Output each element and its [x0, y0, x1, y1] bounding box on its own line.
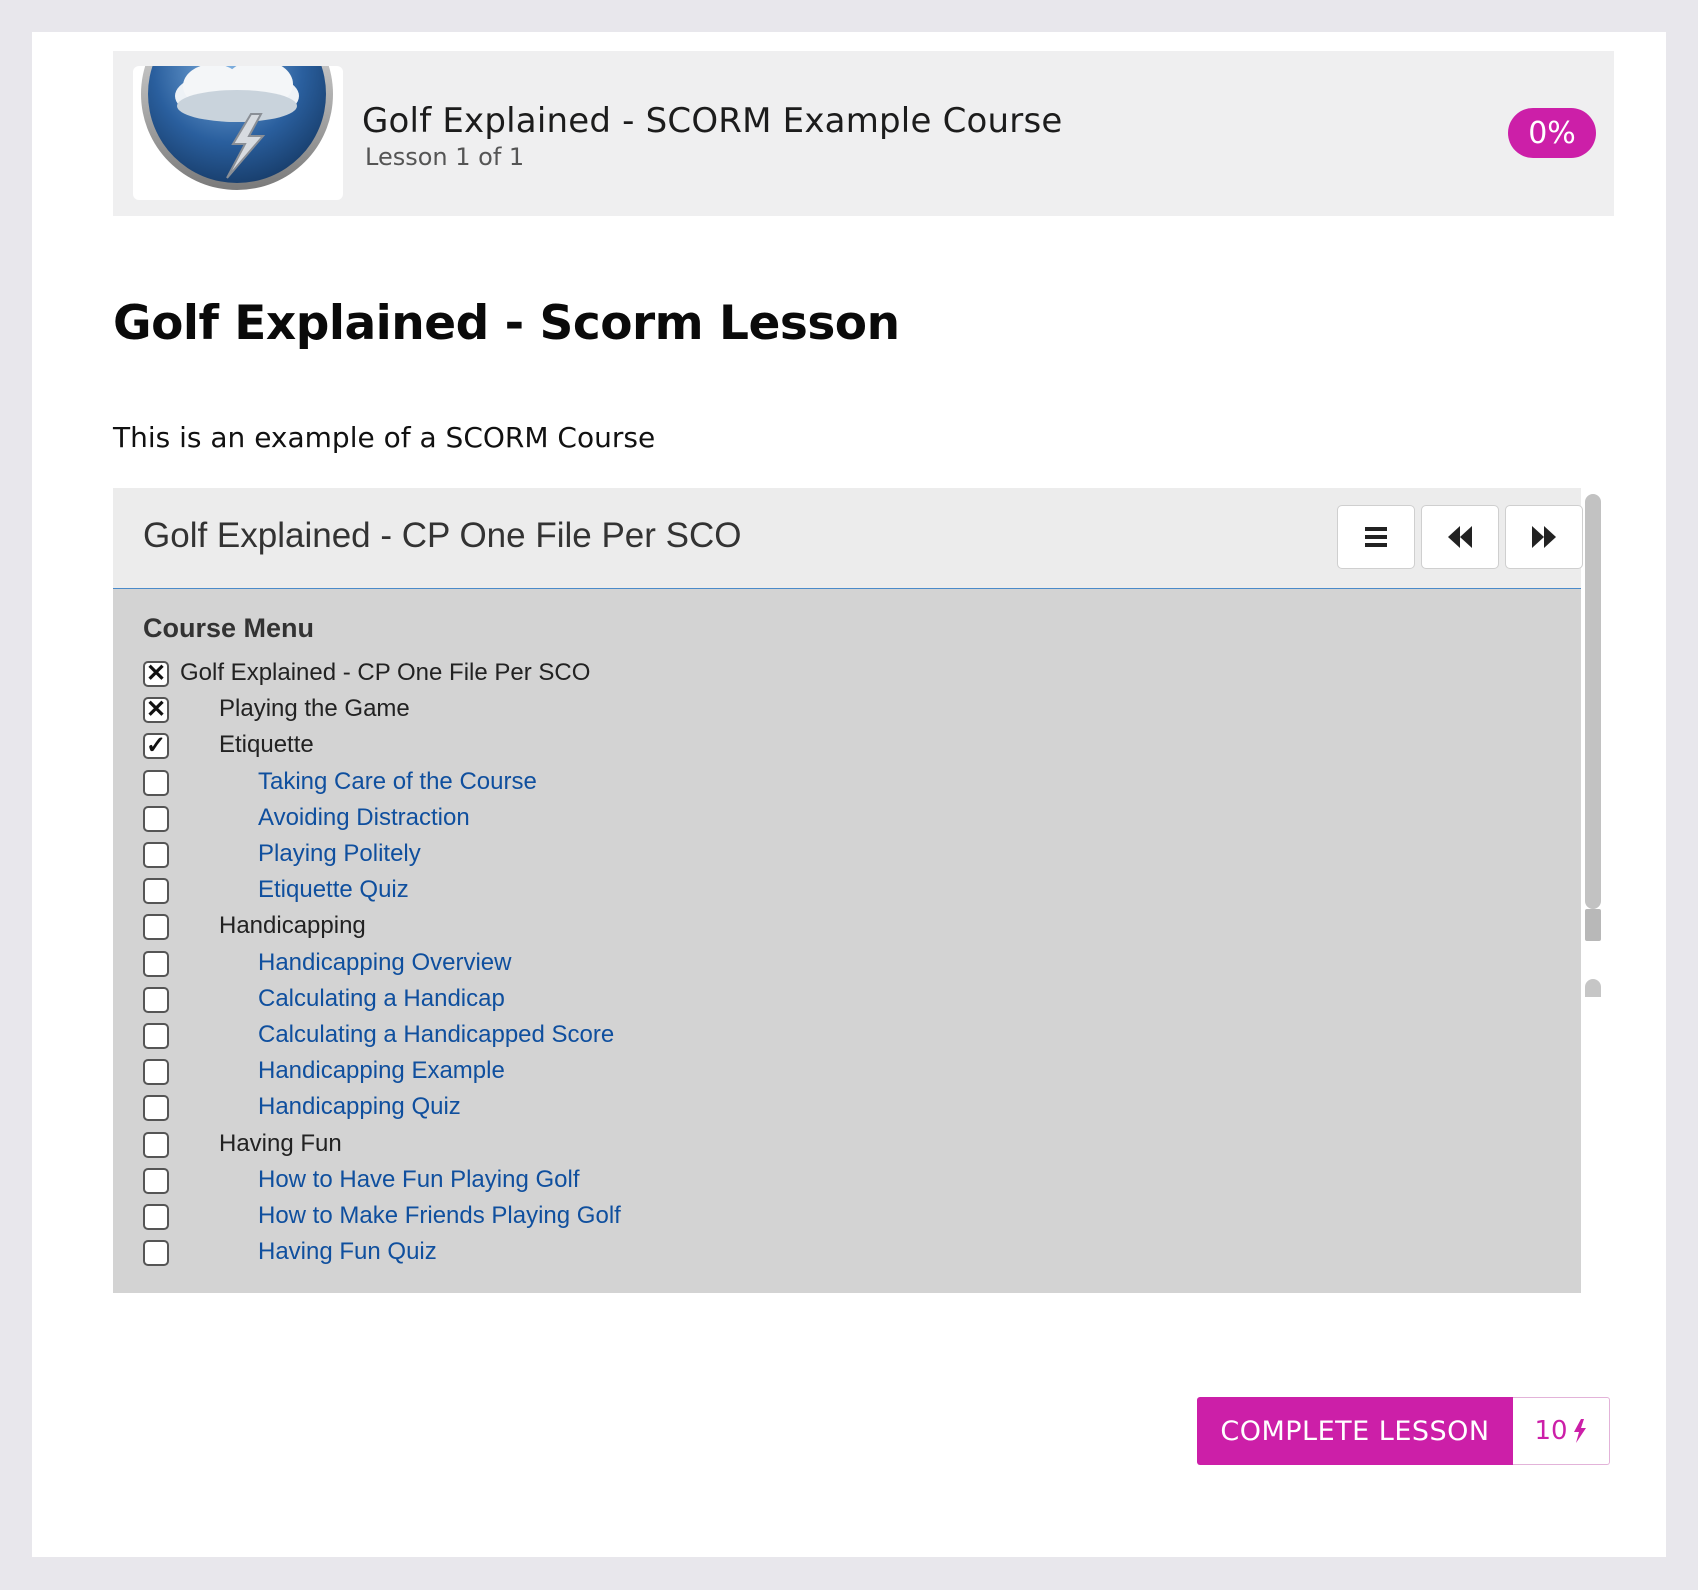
- course-menu-link[interactable]: How to Have Fun Playing Golf: [258, 1165, 580, 1193]
- course-thumbnail: [133, 66, 343, 200]
- status-checkbox: [143, 1095, 169, 1121]
- course-menu-item[interactable]: [143, 985, 1343, 1019]
- course-menu-link[interactable]: How to Make Friends Playing Golf: [258, 1202, 621, 1229]
- course-menu-link[interactable]: Handicapping Quiz: [258, 1093, 461, 1121]
- course-menu-link[interactable]: Avoiding Distraction: [258, 803, 470, 831]
- course-menu-item: [143, 912, 1343, 946]
- course-menu-item: [143, 659, 1343, 693]
- scrollbar-thumb[interactable]: [1585, 909, 1601, 941]
- status-checkbox: [143, 1204, 169, 1230]
- status-checkbox: [143, 1240, 169, 1266]
- course-title: Golf Explained - SCORM Example Course: [362, 101, 1063, 141]
- complete-lesson-group: [1197, 1397, 1610, 1465]
- course-menu-item[interactable]: [143, 1021, 1343, 1055]
- course-menu-label: Playing the Game: [219, 695, 410, 723]
- course-menu-link[interactable]: Etiquette Quiz: [258, 876, 409, 904]
- status-checkbox: [143, 987, 169, 1013]
- course-menu-item[interactable]: [143, 1057, 1343, 1091]
- scorm-title: Golf Explained - CP One File Per SCO: [143, 516, 742, 555]
- course-menu-heading: Course Menu: [143, 613, 315, 643]
- course-menu-item[interactable]: [143, 1238, 1343, 1272]
- course-menu-item[interactable]: [143, 804, 1343, 838]
- course-menu-link[interactable]: Having Fun Quiz: [258, 1238, 437, 1266]
- course-menu-item: [143, 1130, 1343, 1164]
- course-menu-label: Etiquette: [219, 731, 314, 759]
- previous-button[interactable]: [1421, 505, 1499, 569]
- course-menu-link[interactable]: Handicapping Overview: [258, 948, 512, 976]
- course-menu-item[interactable]: [143, 1202, 1343, 1236]
- status-checkbox: ✓: [143, 733, 169, 759]
- status-checkbox: [143, 878, 169, 904]
- scorm-header: [113, 488, 1581, 589]
- course-menu-link[interactable]: Playing Politely: [258, 840, 421, 867]
- points-value: 10: [1534, 1416, 1568, 1446]
- status-checkbox: [143, 1168, 169, 1194]
- course-menu-label: Handicapping: [219, 912, 366, 940]
- status-checkbox: [143, 1023, 169, 1049]
- scrollbar[interactable]: [1585, 494, 1601, 1284]
- status-checkbox: ✕: [143, 661, 169, 687]
- course-menu-link[interactable]: Calculating a Handicap: [258, 984, 505, 1012]
- menu-button[interactable]: [1337, 505, 1415, 569]
- progress-badge: 0%: [1508, 108, 1596, 158]
- lesson-count: Lesson 1 of 1: [365, 143, 525, 171]
- course-menu-item[interactable]: [143, 840, 1343, 874]
- lesson-title: Golf Explained - Scorm Lesson: [113, 296, 900, 351]
- course-menu-item: [143, 695, 1343, 729]
- status-checkbox: [143, 1132, 169, 1158]
- scorm-player: [113, 488, 1614, 1293]
- course-menu-label: Having Fun: [219, 1129, 342, 1157]
- course-menu: [113, 589, 1581, 1293]
- status-checkbox: [143, 951, 169, 977]
- complete-lesson-button[interactable]: COMPLETE LESSON: [1197, 1397, 1513, 1465]
- status-checkbox: ✕: [143, 697, 169, 723]
- points-badge: [1513, 1397, 1610, 1465]
- status-checkbox: [143, 914, 169, 940]
- fast-forward-icon: [1530, 524, 1558, 550]
- course-menu-link[interactable]: Taking Care of the Course: [258, 767, 537, 795]
- storm-cloud-logo-icon: [133, 66, 343, 200]
- status-checkbox: [143, 770, 169, 796]
- page: [32, 32, 1666, 1557]
- course-menu-item: [143, 731, 1343, 765]
- course-menu-item[interactable]: [143, 949, 1343, 983]
- menu-icon: [1363, 524, 1389, 550]
- course-menu-item[interactable]: [143, 1166, 1343, 1200]
- course-menu-label: Golf Explained - CP One File Per SCO: [180, 659, 591, 686]
- status-checkbox: [143, 806, 169, 832]
- lesson-description: This is an example of a SCORM Course: [113, 421, 656, 454]
- course-menu-item[interactable]: [143, 876, 1343, 910]
- course-menu-item[interactable]: [143, 768, 1343, 802]
- course-menu-link[interactable]: Handicapping Example: [258, 1057, 505, 1085]
- status-checkbox: [143, 842, 169, 868]
- rewind-icon: [1446, 524, 1474, 550]
- status-checkbox: [143, 1059, 169, 1085]
- next-button[interactable]: [1505, 505, 1583, 569]
- bolt-icon: [1572, 1419, 1588, 1443]
- course-menu-item[interactable]: [143, 1093, 1343, 1127]
- scrollbar-track[interactable]: [1585, 494, 1601, 909]
- course-header: [113, 51, 1614, 216]
- course-menu-link[interactable]: Calculating a Handicapped Score: [258, 1021, 615, 1048]
- scrollbar-knob[interactable]: [1585, 979, 1601, 997]
